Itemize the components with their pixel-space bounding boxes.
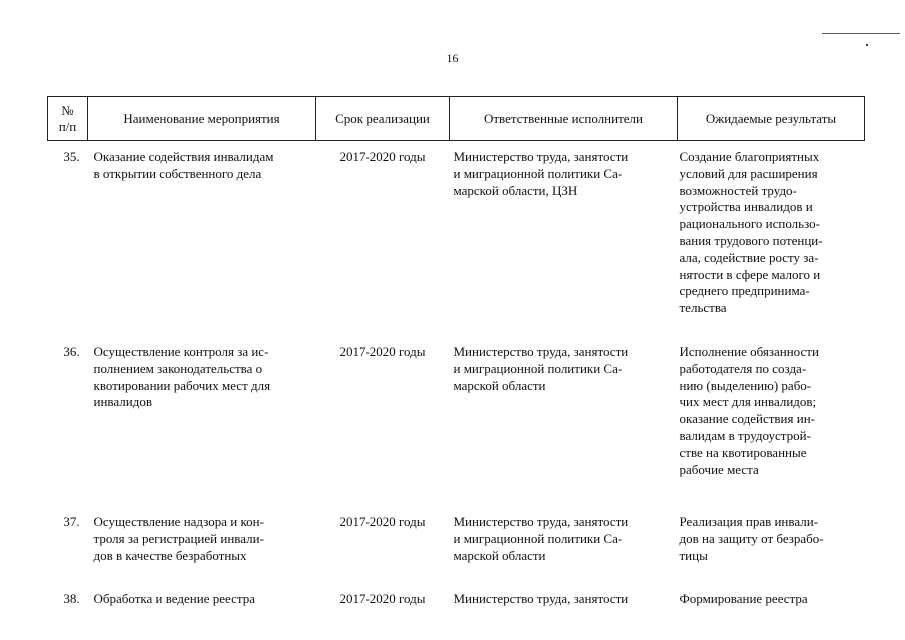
header-responsible: Ответственные исполнители [450,97,678,141]
measure-name: Обработка и ведение реестра [93,591,255,606]
table-row [48,514,865,591]
responsible-executors: Министерство труда, занятости и миграционной политики Са- марской области [453,344,629,393]
measure-name: Осуществление контроля за ис- полнением законодательства о квотировании рабочих мест для инвалидов [93,344,271,410]
header-num: № п/п [48,97,88,141]
measure-name: Оказание содействия инвалидам в открытии собственного дела [93,149,274,181]
responsible-executors: Министерство труда, занятости и миграционной политики Са- марской области [453,514,629,563]
expected-results: Исполнение обязанности работодателя по созда- нию (выделению) рабо- чих мест для инвалидов; оказание содействия ин- валидам в трудоустрой- стве на квотированные рабочие места [679,344,819,477]
measure-name: Осуществление надзора и кон- троля за регистрацией инвали- дов в качестве безработных [93,514,264,563]
expected-results: Формирование реестра [679,591,808,606]
measures-table [47,96,865,616]
row-number: 38. [63,591,80,606]
scan-mark-line [822,33,900,34]
responsible-executors: Министерство труда, занятости и миграционной политики Са- марской области, ЦЗН [453,149,629,198]
expected-results: Создание благоприятных условий для расширения возможностей трудо- устройства инвалидов и рационального использо- вания трудового потенци- ала, содействие росту за- нятости в сфере малого и среднего предпринима- тельства [679,149,823,316]
row-number: 36. [63,344,80,359]
scan-mark-dot [866,44,868,46]
implementation-term: 2017-2020 годы [339,591,426,606]
header-term: Срок реализации [316,97,450,141]
row-number: 35. [63,149,80,164]
page-number: 16 [446,51,459,65]
table-row [48,344,865,514]
row-number: 37. [63,514,80,529]
implementation-term: 2017-2020 годы [339,344,426,359]
implementation-term: 2017-2020 годы [339,149,426,164]
table-row [48,141,865,345]
responsible-executors: Министерство труда, занятости [453,591,629,606]
table-row [48,591,865,616]
table-header-row [48,97,865,141]
implementation-term: 2017-2020 годы [339,514,426,529]
expected-results: Реализация прав инвали- дов на защиту от безрабо- тицы [679,514,824,563]
header-results: Ожидаемые результаты [678,97,865,141]
header-name: Наименование мероприятия [88,97,316,141]
